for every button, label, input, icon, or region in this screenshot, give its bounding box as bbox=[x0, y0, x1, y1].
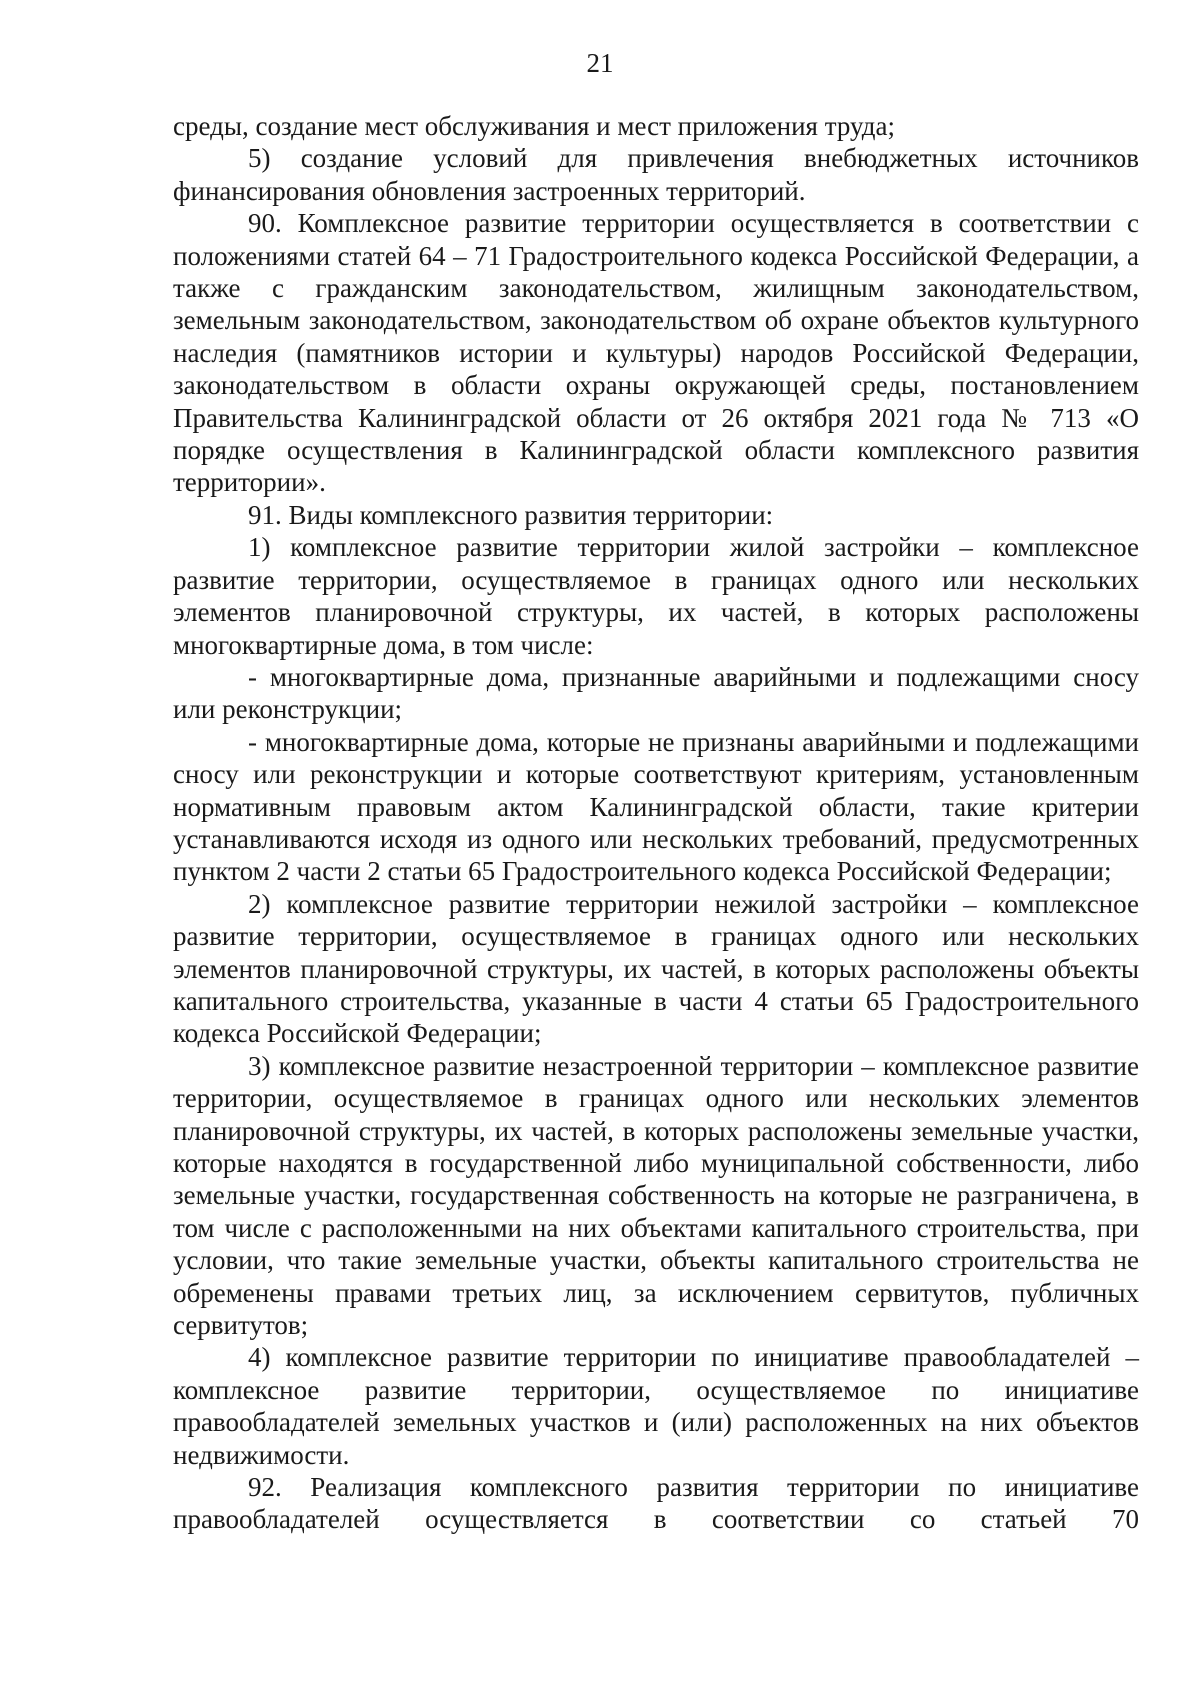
paragraph-91-item-1-bullet-2: - многоквартирные дома, которые не признаны аварийными и подлежащими сносу или реконструкции и которые соответствуют критериям, установленным нормативным правовым актом Калининградской области, такие критерии устанавливаются исходя из одного или нескольких требований, предусмотренных пунктом 2 части 2 статьи 65 Градостроительного кодекса Российской Федерации; bbox=[173, 726, 1139, 887]
paragraph-item-5: 5) создание условий для привлечения внебюджетных источников финансирования обновления застроенных территорий. bbox=[173, 143, 1139, 206]
paragraph-90: 90. Комплексное развитие территории осуществляется в соответствии с положениями статей 64 – 71 Градостроительного кодекса Российской Федерации, а также с гражданским законодательством, жилищным законодательством, земельным законодательством, законодательством об охране объектов культурного наследия (памятников истории и культуры) народов Российской Федерации, законодательством в области охраны окружающей среды, постановлением Правительства Калининградской области от 26 октября 2021 года № 713 «О порядке осуществления в Калининградской области комплексного развития территории». bbox=[173, 208, 1139, 498]
paragraph-91-item-3: 3) комплексное развитие незастроенной территории – комплексное развитие территории, осуществляемое в границах одного или нескольких элементов планировочной структуры, их частей, в которых расположены земельные участки, которые находятся в государственной либо муниципальной собственности, либо земельные участки, государственная собственность на которые не разграничена, в том числе с расположенными на них объектами капитального строительства, при условии, что такие земельные участки, объекты капитального строительства не обременены правами третьих лиц, за исключением сервитутов, публичных сервитутов; bbox=[173, 1050, 1139, 1341]
paragraph-91-item-1: 1) комплексное развитие территории жилой застройки – комплексное развитие территории, осуществляемое в границах одного или нескольких элементов планировочной структуры, их частей, в которых расположены многоквартирные дома, в том числе: bbox=[173, 532, 1139, 660]
paragraph-intro-continuation: среды, создание мест обслуживания и мест приложения труда; bbox=[173, 111, 895, 141]
paragraph-91-item-2: 2) комплексное развитие территории нежилой застройки – комплексное развитие территории, осуществляемое в границах одного или нескольких элементов планировочной структуры, их частей, в которых расположены объекты капитального строительства, указанные в части 4 статьи 65 Градостроительного кодекса Российской Федерации; bbox=[173, 888, 1139, 1049]
paragraph-91-item-1-bullet-1: - многоквартирные дома, признанные аварийными и подлежащими сносу или реконструкции; bbox=[173, 661, 1139, 725]
document-body bbox=[173, 110, 1139, 1536]
paragraph-91: 91. Виды комплексного развития территории: bbox=[248, 499, 774, 530]
page-number: 21 bbox=[586, 48, 614, 78]
paragraph-91-item-4: 4) комплексное развитие территории по инициативе правообладателей – комплексное развитие территории, осуществляемое по инициативе правообладателей земельных участков и (или) расположенных на них объектов недвижимости. bbox=[173, 1342, 1139, 1470]
paragraph-92: 92. Реализация комплексного развития территории по инициативе правообладателей осуществляется в соответствии со статьей 70 bbox=[173, 1472, 1139, 1535]
